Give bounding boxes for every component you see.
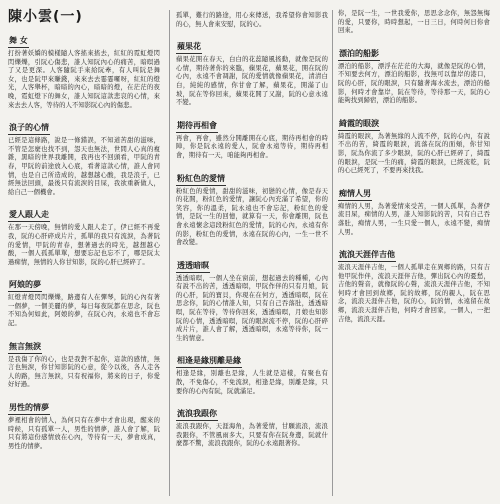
song-title: 阿娘的夢 — [8, 280, 42, 292]
song-section — [338, 10, 490, 36]
song-lyrics: 夢裡相會的情人，為何只有在夢中才會出現，醒來的時候，只有孤單一人，男性的情夢，誰人會了解，阮只有將這份感情放在心內，等待有一天，夢會成真，男性的情夢。 — [8, 417, 160, 450]
song-title: 期待再相會 — [176, 121, 218, 133]
column-2 — [176, 12, 328, 454]
song-lyrics: 打扮著妖嬌的模樣隨人客搖來搖去，紅紅的霓虹燈閃閃爍爍，引阮心傷悲，誰人知阮內心的痛苦，暗暝過了又是更深。人客隨阮手來給阮牽，有人叫阮是舞女，也是阮甲來賺錢，來來去去霎霎囉呀，紅紅的燈光，人客舉杯，暗暗的內心，暗暗的燈，在茫茫的夜晚，霓虹燈下的舞女，誰人知阮這款悲哀的心情，來來去去人客，等待的人不知影阮心內的傷悲。 — [8, 50, 160, 109]
song-section — [176, 12, 328, 29]
song-section — [338, 181, 490, 237]
song-section — [176, 401, 328, 449]
song-lyrics: 透透暗暝，一個人坐在窗前，想起過去的種種，心內有說不出的苦，透透暗暝，甲阮作伴的只有月娘，阮的心肝，阮的寶貝，你現在在何方，透透暗暝，阮在思念你，阮的心情誰人知，只有自己吞落肚，透透暗暝，阮在等待，等待你回來，透透暗暝，月娘也知影阮的心情，透透暗暝，阮的眼淚流不停，阮的心肝碎成片片，誰人會了解，透透暗暝，永遠等待你，阮一生的情意。 — [176, 274, 328, 342]
song-section — [8, 115, 160, 197]
song-lyrics: 再會，再會，雖然分開離開在心底，期待再相會的時陣，你是阮永遠的愛人，阮會永遠等待，期待再相會，期待有一天，咱能夠再相會。 — [176, 134, 328, 159]
song-section — [176, 113, 328, 161]
song-title: 愛人跟人走 — [8, 210, 50, 222]
song-lyrics: 孤單，難行的路途，用心來傳送，我希望你會知影我的心，無人會來安慰，阮的心。 — [176, 12, 328, 28]
song-title: 流浪我跟你 — [176, 409, 218, 421]
song-title: 綺霞的眼淚 — [338, 119, 380, 131]
song-title: 流浪天涯伴吉他 — [338, 250, 396, 262]
song-title: 相逢是緣別離是緣 — [176, 356, 242, 368]
song-lyrics: 蘋果花開在春天，白白的花蕊隨風搖動，就像是阮的心情，期待著你的來臨，蘋果花，蘋果花，開在阮的心內，永遠不會凋謝，阮的愛情就像蘋果花，清清白白，純純的感情，你甘會了解，蘋果花，開滿了山坡，阮在等你回來，蘋果花開了又謝，阮的心意永遠不變。 — [176, 56, 328, 107]
song-section — [8, 272, 160, 328]
song-section — [176, 253, 328, 344]
song-title: 舞 女 — [8, 36, 29, 48]
song-title: 粉紅色的愛情 — [176, 174, 226, 186]
song-title: 漂泊的船影 — [338, 49, 380, 61]
column-3 — [338, 10, 490, 329]
song-title: 無言無淚 — [8, 342, 42, 354]
song-section — [176, 166, 328, 248]
song-section — [338, 41, 490, 106]
song-lyrics: 紅燈青燈閃閃爍爍，路邊有人在彈琴，阮的心內有著一個夢，一個美麗的夢，每日每夜阮都在思念，阮也不知為何如此，阿娘的夢，在阮心內，永遠也不會忘記。 — [8, 294, 160, 328]
song-lyrics: 你，是阮一生，一世我愛你，思思念念你，無怨無悔的愛，只要你，時時想起，一日三日，何時何日你會回來。 — [338, 10, 490, 35]
song-title: 男性的情夢 — [8, 403, 50, 415]
song-section — [8, 28, 160, 110]
song-lyrics: 流浪天涯伴吉他，一個人孤單走在異鄉的路，只有吉他甲阮作伴，流浪天涯伴吉他，彈出阮心內的憂愁，吉他的聲音，就像阮的心聲，流浪天涯伴吉他，不知何時才會回到故鄉，阮的故鄉，阮的親人，阮在思念，流浪天涯伴吉他，阮的心，阮的情，永遠留在故鄉，流浪天涯伴吉他，何時才會回家，一個人，一把吉他，流浪天涯。 — [338, 264, 490, 323]
song-section — [176, 348, 328, 396]
song-section — [176, 34, 328, 108]
song-lyrics: 相逢是緣，別離也是緣，人生就是這樣，有聚也有散，不免傷心，不免流淚，相逢是緣，別離是緣，只要你的心內有阮，阮就滿足。 — [176, 370, 328, 395]
song-title: 浪子的心情 — [8, 123, 50, 135]
column-divider-2 — [332, 10, 333, 496]
song-section — [8, 334, 160, 390]
song-lyrics: 粉紅色的愛情，甜甜的滋味，初戀的心情，像是春天的花開，粉紅色的愛情，讓阮心內充滿了希望，你的笑容，你的溫柔，阮永遠也不會忘記，粉紅色的愛情，是阮一生的回憶，就算有一天，你會離開，阮也會永遠懷念這段粉紅色的愛情，阮的心內，永遠有你的影，粉紅色的愛情，永遠在阮的心內，一生一世不會改變。 — [176, 187, 328, 247]
song-section — [338, 111, 490, 176]
song-lyrics: 已經是這條路，說是一條錯誤，不知道苦甜的滋味，不管是怎麼也找不到，怨天也無法，世間人心真的複雜，黑暗的世界我離開，我再也不回頭看，甲阮的青春，甲阮的前途放入心底，看著這款心情，誰人會同情，也是自己所造成的，越想越心酸，我是浪子，已經無法回頭，最後只有流淚的目屎，我欲重新做人，給自己一個機會。 — [8, 137, 160, 196]
song-title: 痴情人男 — [338, 189, 372, 201]
song-lyrics: 流浪我跟你，天涯海角，為著愛情，甘願流浪，流浪我跟你，不管風雨多大，只要有你在阮身邊，阮就什麼都不驚，流浪我跟你，阮的心永遠跟著你。 — [176, 423, 328, 448]
song-lyrics: 綺霞的眼淚，為著無緣的人流不停，阮的心內，有說不出的苦，綺霞的眼淚，流落在阮的面頰，你甘知影，阮為你流了多少眼淚，阮的心肝已經碎了，綺霞的眼淚，是阮一生的痛，綺霞的眼淚，已經流乾，阮的心已經死了，不要再來找我。 — [338, 132, 490, 175]
song-title: 透透暗暝 — [176, 261, 210, 273]
song-lyrics: 是我傷了你的心，也是我對不起你，這款的感情，無言也無淚，你甘知影阮的心意，從今以後，各人走各人的路，無言無淚，只有祝福你，將來的日子，你愛好好過。 — [8, 355, 160, 389]
column-divider-1 — [169, 10, 170, 496]
song-section — [8, 395, 160, 451]
lyric-sheet — [6, 4, 494, 500]
song-lyrics: 痴情的人男，為著愛情來受苦，一個人孤單，為著伊流目屎，痴情的人男，誰人知影阮的苦，只有自己吞落肚，痴情人男，一生只愛一個人，永遠不變，痴情人男。 — [338, 202, 490, 236]
page-title: 陳小雲(一) — [8, 9, 83, 25]
song-lyrics: 漂泊的船影，漂浮在茫茫的大海，就像是阮的心情，不知要去何方，漂泊的船影，找無可以靠岸的港口，阮的心肝，阮的眼淚，只有隨著海水流去，漂泊的船影，何時才會靠岸，阮在等待，等待那一天，阮的心能夠找到歸宿，漂泊的船影。 — [338, 62, 490, 105]
song-section — [8, 202, 160, 267]
song-lyrics: 在那一天傍晚，無情的愛人跟人走了，伊已經不再愛我，阮的心肝碎成片片，孤單的我只有流淚，為著阮的愛情，甲阮的青春，想著過去的時光，越想越心酸，一個人孤孤單單，想要忘記也忘不了，哪是阮太過痴情，無情的人你甘知影，阮的心肝已經碎了。 — [8, 224, 160, 266]
song-title: 蘋果花 — [176, 42, 202, 54]
column-1 — [8, 28, 160, 456]
song-section — [338, 242, 490, 324]
